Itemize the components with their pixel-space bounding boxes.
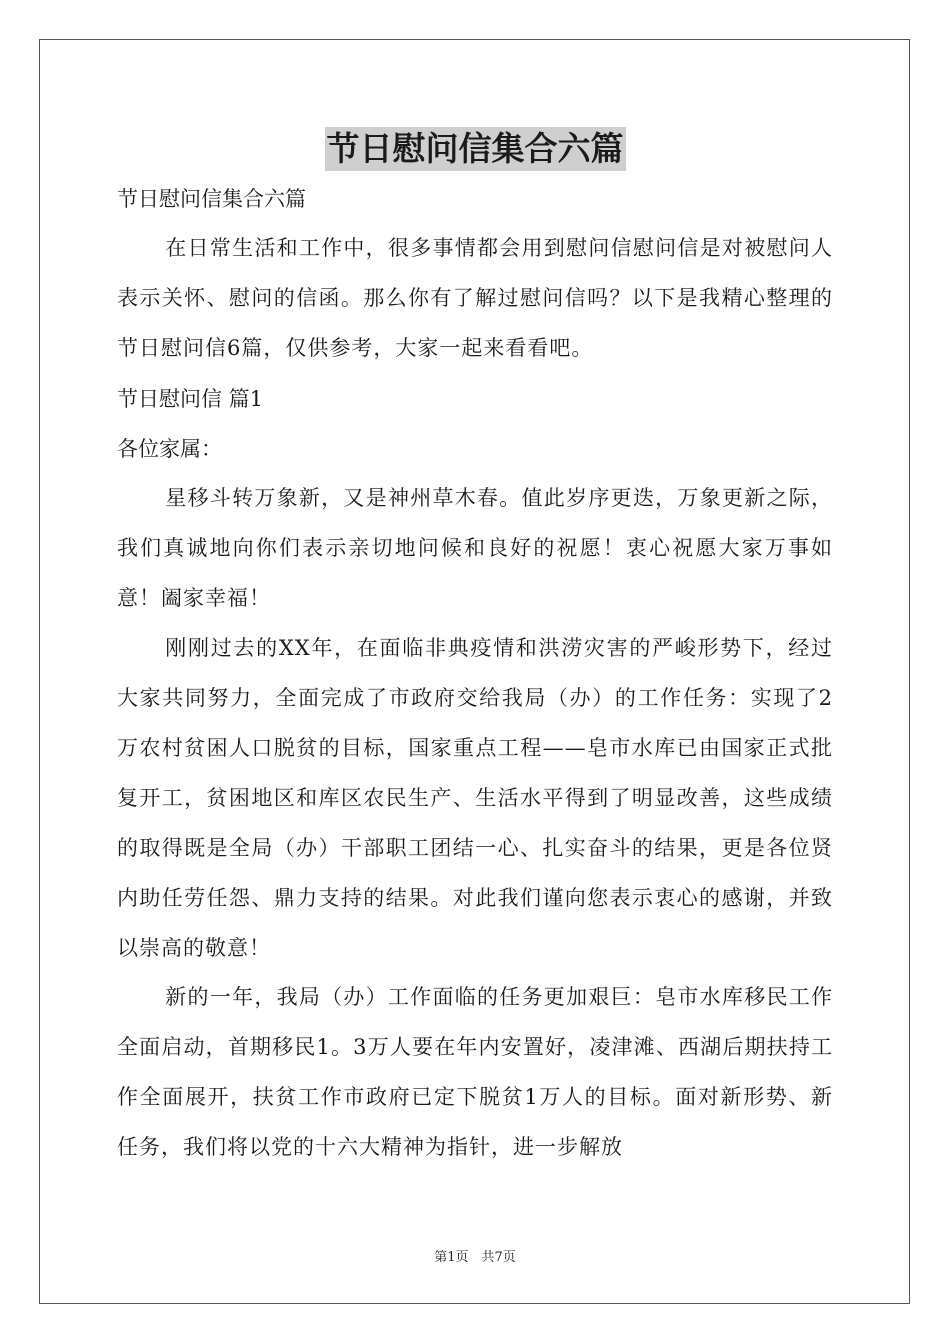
document-title-text: 节日慰问信集合六篇 <box>325 127 626 171</box>
document-subtitle: 节日慰问信集合六篇 <box>117 187 306 211</box>
body-paragraph: 刚刚过去的XX年，在面临非典疫情和洪涝灾害的严峻形势下，经过大家共同努力，全面完成了市政府交给我局（办）的工作任务：实现了2万农村贫困人口脱贫的目标，国家重点工程——皂市水库已由国家正式批复开工，贫困地区和库区农民生产、生活水平得到了明显改善，这些成绩的取得既是全局（办）干部职工团结一心、扎实奋斗的结果，更是各位贤内助任劳任怨、鼎力支持的结果。对此我们谨向您表示衷心的感谢，并致以崇高的敬意！ <box>117 636 833 960</box>
salutation: 各位家属： <box>117 437 222 461</box>
body-paragraph: 新的一年，我局（办）工作面临的任务更加艰巨：皂市水库移民工作全面启动，首期移民1。3万人要在年内安置好，凌津滩、西湖后期扶持工作全面展开，扶贫工作市政府已定下脱贫1万人的目标。面对新形势、新任务，我们将以党的十六大精神为指针，进一步解放 <box>117 985 833 1159</box>
body-paragraph: 星移斗转万象新，又是神州草木春。值此岁序更迭，万象更新之际，我们真诚地向你们表示亲切地问候和良好的祝愿！衷心祝愿大家万事如意！阖家幸福！ <box>117 486 833 610</box>
section-heading: 节日慰问信 篇1 <box>117 387 264 411</box>
page-number: 第1页 共7页 <box>434 1250 516 1265</box>
document-title <box>117 127 833 171</box>
intro-paragraph: 在日常生活和工作中，很多事情都会用到慰问信慰问信是对被慰问人表示关怀、慰问的信函。那么你有了解过慰问信吗？以下是我精心整理的节日慰问信6篇，仅供参考，大家一起来看看吧。 <box>117 236 833 360</box>
